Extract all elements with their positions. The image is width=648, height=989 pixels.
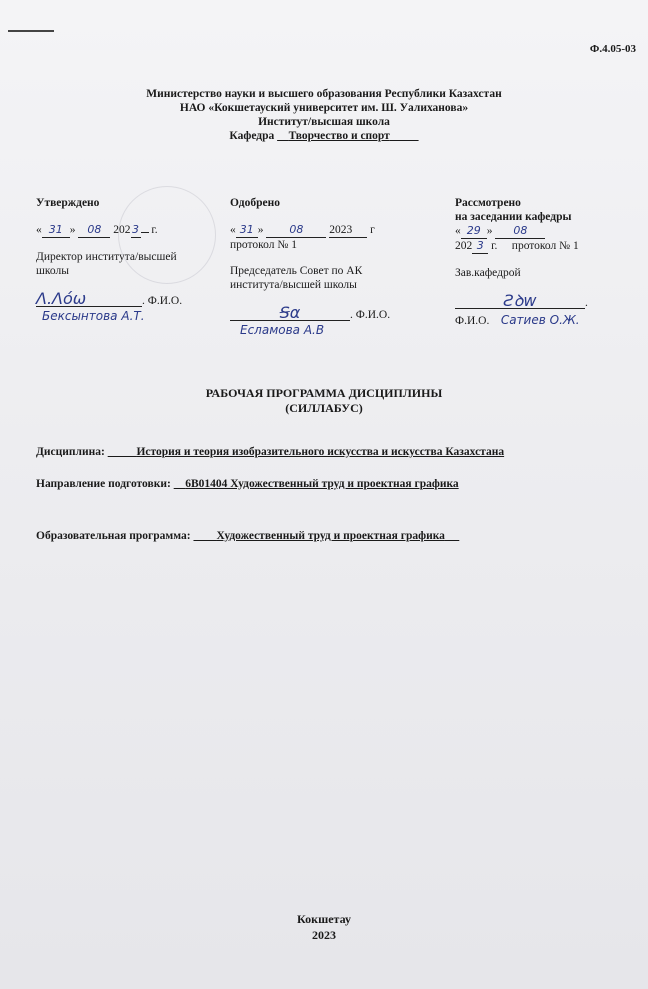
- agreed-protocol: протокол № 1: [230, 239, 297, 251]
- agreed-role-line2: института/высшей школы: [230, 279, 357, 291]
- reviewed-fio-label: Ф.И.О.: [455, 315, 490, 327]
- approved-day: 31: [42, 223, 70, 238]
- title-line1: РАБОЧАЯ ПРОГРАММА ДИСЦИПЛИНЫ: [205, 386, 443, 400]
- reviewed-protocol: протокол № 1: [511, 240, 579, 252]
- department-value: Творчество и спорт: [288, 130, 390, 142]
- direction-label: Направление подготовки:: [36, 478, 171, 490]
- approved-role-line1: Директор института/высшей: [36, 251, 177, 263]
- approved-title: Утверждено: [36, 197, 100, 209]
- program-value: Художественный труд и проектная графика: [216, 530, 445, 542]
- approved-year-prefix: 202: [113, 224, 131, 236]
- reviewed-year-prefix: 202: [455, 240, 473, 252]
- agreed-date: « 31 » 08 2023 г: [230, 223, 375, 236]
- title-line2: (СИЛЛАБУС): [285, 401, 363, 415]
- approved-year-suffix: г.: [151, 224, 158, 236]
- reviewed-handwritten-name: Сатиев О.Ж.: [500, 313, 580, 327]
- approved-signature: Λ.Λόω: [36, 292, 142, 307]
- document-footer: [0, 911, 648, 943]
- agreed-role-line1: Председатель Совет по АК: [230, 265, 363, 277]
- approved-block: [36, 196, 226, 323]
- agreed-signature-line: Ꞩα . Ф.И.О.: [230, 306, 430, 322]
- reviewed-title-line1: Рассмотрено: [455, 197, 521, 209]
- discipline-field: [36, 446, 504, 458]
- document-header: [0, 87, 648, 143]
- agreed-title: Одобрено: [230, 197, 280, 209]
- agreed-fio-label: Ф.И.О.: [355, 309, 391, 321]
- reviewed-month: 08: [495, 224, 545, 239]
- approved-year-digit: 3: [132, 223, 139, 236]
- reviewed-year-suffix: г.: [491, 240, 498, 252]
- agreed-month: 08: [266, 223, 326, 238]
- document-code: Ф.4.05-03: [589, 43, 636, 55]
- document-title: [0, 386, 648, 416]
- institute-line: Институт/высшая школа: [258, 116, 390, 128]
- agreed-handwritten-name: Есламова А.В: [240, 323, 325, 337]
- approved-fio-label: Ф.И.О.: [147, 295, 183, 307]
- reviewed-block: [455, 196, 640, 328]
- direction-value: 6В01404 Художественный труд и проектная графика: [185, 478, 459, 490]
- approved-handwritten-name: Бексынтова А.Т.: [42, 309, 145, 323]
- footer-city: Кокшетау: [297, 912, 351, 926]
- direction-field: [36, 478, 459, 490]
- reviewed-title-line2: на заседании кафедры: [455, 211, 572, 223]
- department-label: Кафедра: [229, 130, 275, 142]
- discipline-label: Дисциплина:: [36, 446, 105, 458]
- reviewed-year-protocol: [455, 239, 640, 254]
- discipline-value: История и теория изобразительного искусства и искусства Казахстана: [136, 446, 505, 458]
- university-line: НАО «Кокшетауский университет им. Ш. Уалиханова»: [179, 102, 469, 114]
- agreed-block: [230, 196, 430, 337]
- approved-date: « 31 » 08 202 3 г.: [36, 223, 158, 236]
- approved-role-line2: школы: [36, 265, 69, 277]
- approved-signature-line: Λ.Λόω . Ф.И.О.: [36, 289, 183, 308]
- footer-year: 2023: [312, 928, 336, 942]
- program-field: [36, 530, 459, 542]
- reviewed-role: Зав.кафедрой: [455, 267, 521, 279]
- department-line: [0, 129, 648, 143]
- corner-mark: [8, 30, 54, 32]
- program-label: Образовательная программа:: [36, 530, 191, 542]
- approved-month: 08: [78, 223, 110, 238]
- reviewed-signature: Ƨꝺw: [455, 294, 585, 309]
- agreed-year: 2023: [329, 223, 367, 238]
- reviewed-year-digit: 3: [472, 239, 488, 254]
- agreed-year-suffix: г: [370, 224, 375, 236]
- reviewed-fio-line: [455, 313, 640, 328]
- reviewed-signature-row: Ƨꝺw .: [455, 294, 640, 310]
- reviewed-date: « 29 » 08: [455, 224, 640, 239]
- agreed-day: 31: [236, 223, 258, 238]
- ministry-line: Министерство науки и высшего образования Республики Казахстан: [146, 88, 502, 100]
- reviewed-day: 29: [461, 224, 487, 239]
- agreed-signature: Ꞩα: [230, 306, 350, 321]
